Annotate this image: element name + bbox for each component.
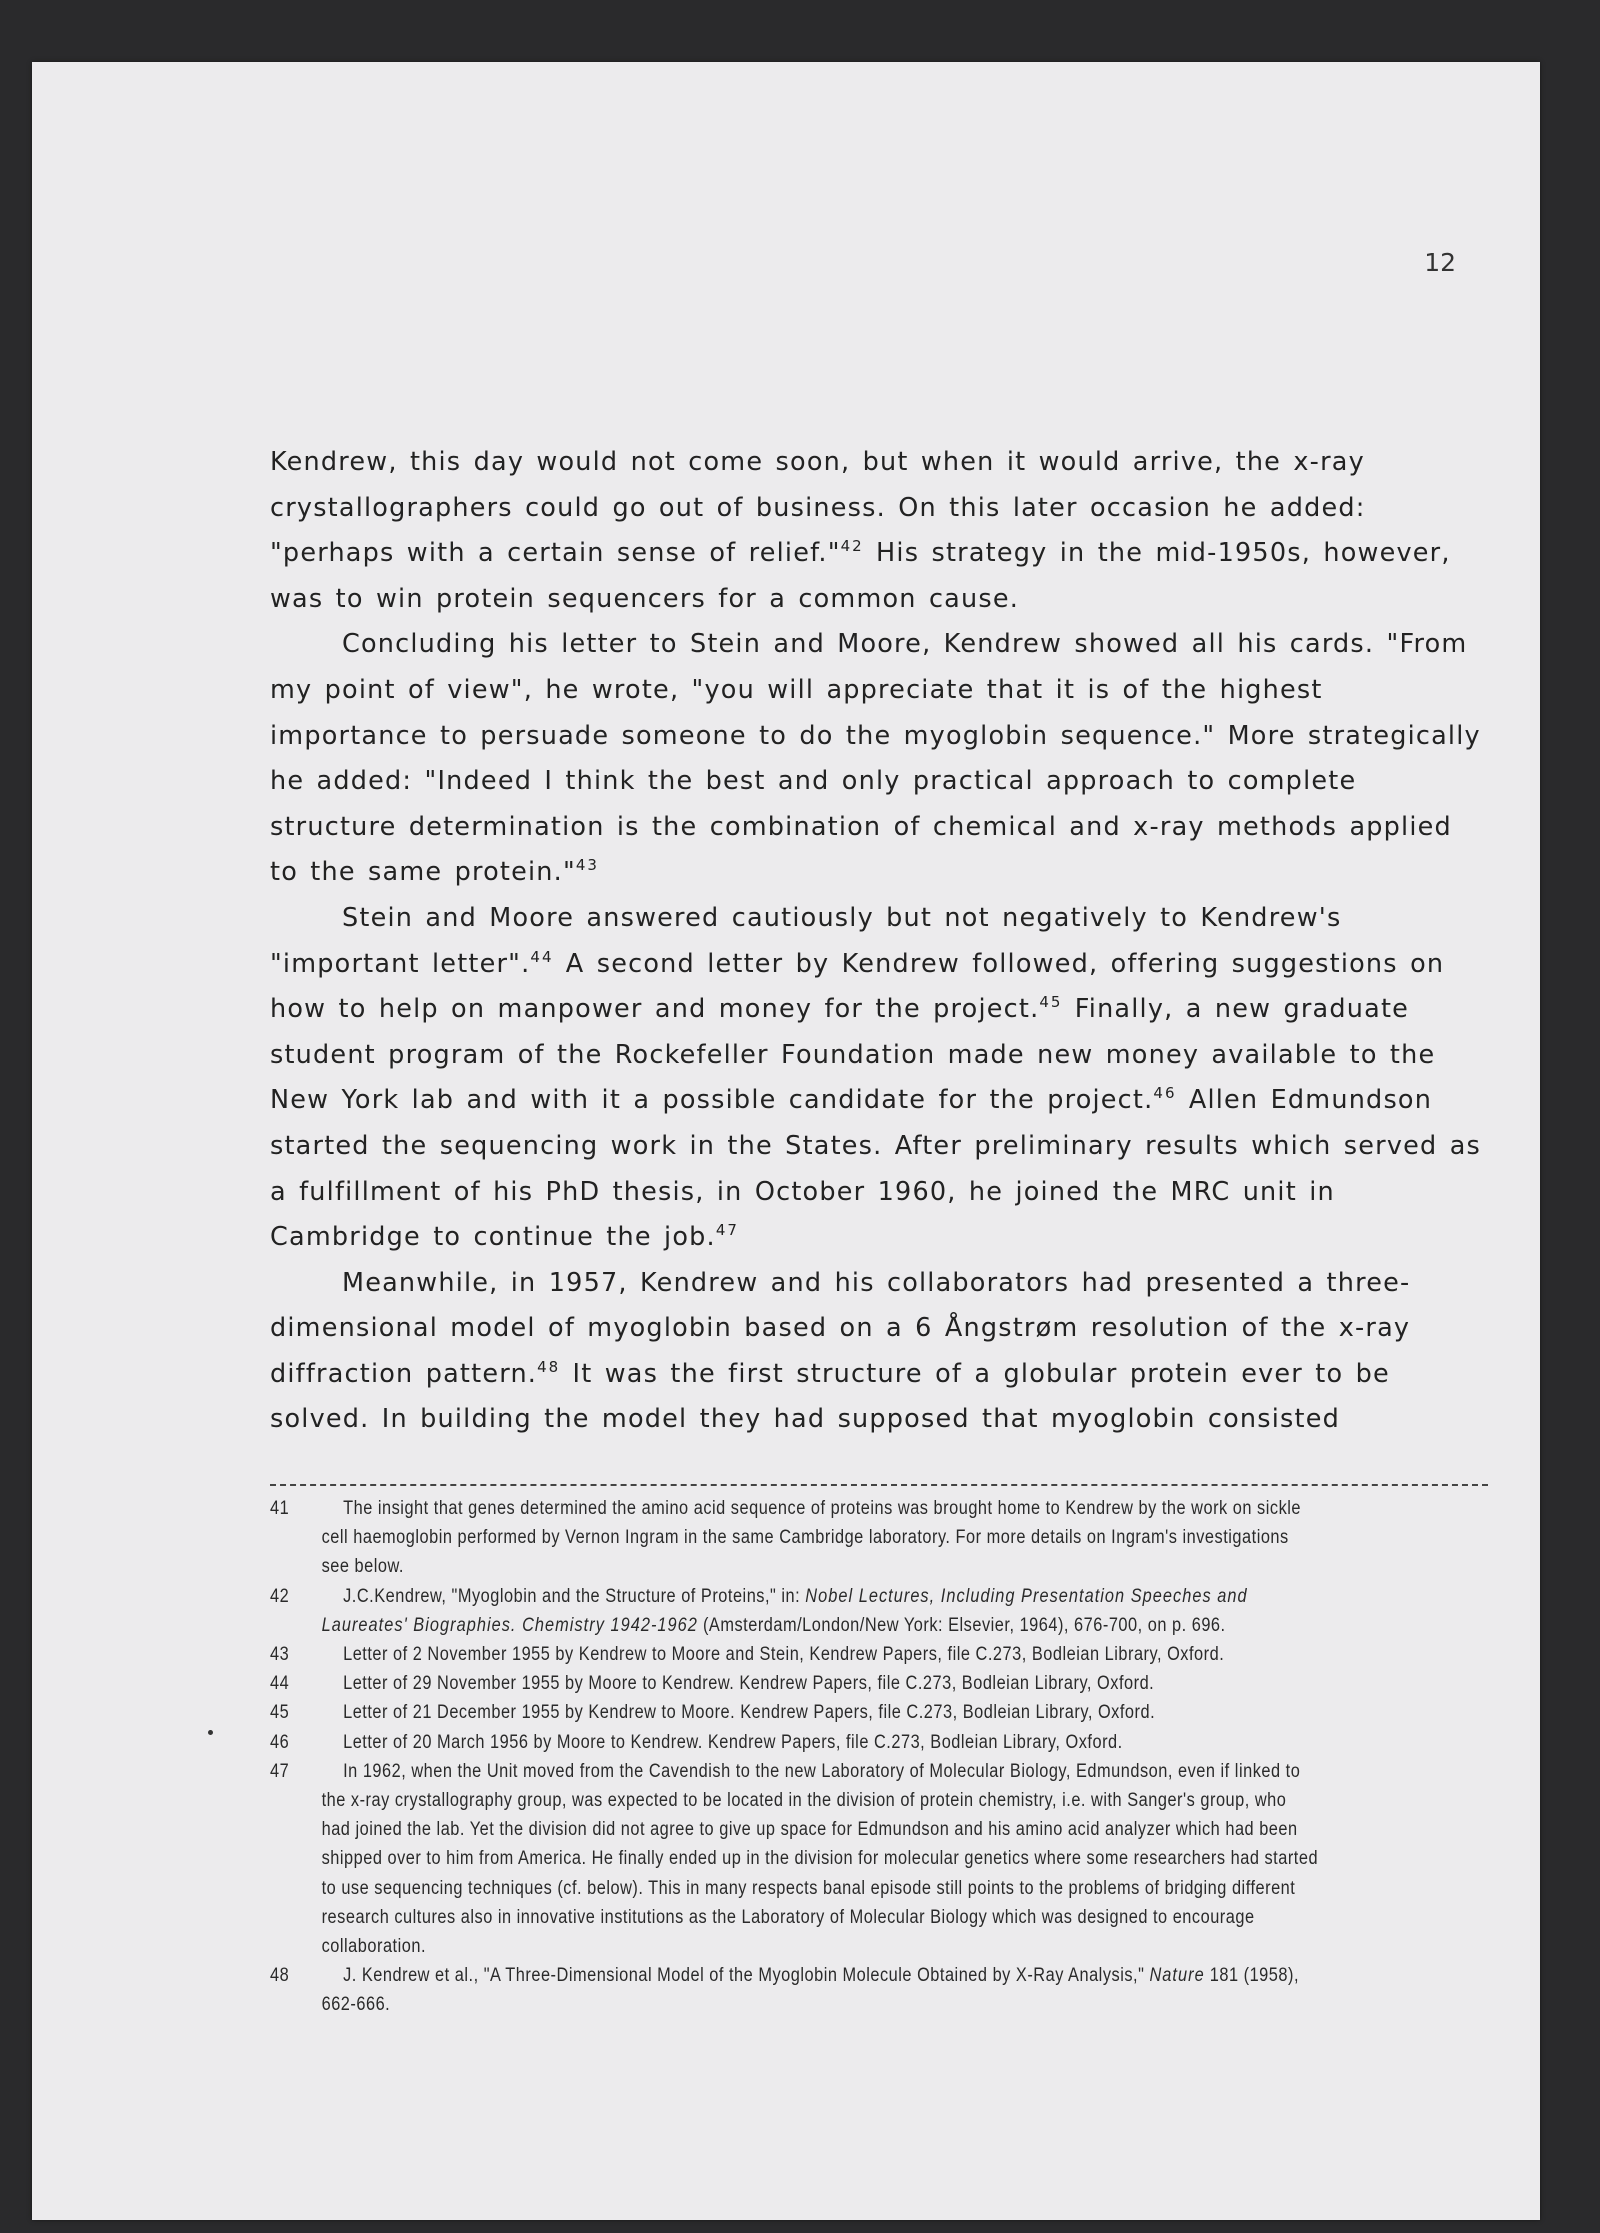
footnote-number: 46 xyxy=(270,1731,290,1753)
footnote-ref: 46 xyxy=(1153,1084,1177,1103)
footnote-text xyxy=(322,1669,1320,1698)
body-text xyxy=(270,440,1490,1443)
text-run: It was the first structure of a globular protein ever to be solved. In building the model they had supposed that myoglobin consisted xyxy=(270,1358,1390,1435)
footnotes xyxy=(270,1494,1319,2020)
footnote-ref: 45 xyxy=(1039,993,1063,1012)
footnote-text xyxy=(322,1698,1320,1727)
footnote-ref: 44 xyxy=(530,947,554,966)
footnote-number: 47 xyxy=(270,1760,290,1782)
text-run: Letter of 29 November 1955 by Moore to Kendrew. Kendrew Papers, file C.273, Bodleian Library, Oxford. xyxy=(343,1673,1155,1695)
footnote xyxy=(270,1669,1319,1698)
body-paragraph xyxy=(270,896,1490,1261)
footnote xyxy=(270,1582,1319,1640)
text-run: Meanwhile, in 1957, Kendrew and his collaborators had presented a three-dimensional model of myoglobin based on a 6 Ångstrøm resolution of the x-ray diffraction pattern. xyxy=(270,1267,1411,1389)
footnote xyxy=(270,1494,1319,1582)
text-run: Finally, a new graduate student program of the Rockefeller Foundation made new money available to the New York lab and with it a possible candidate for the project. xyxy=(270,994,1436,1116)
text-run: Stein and Moore answered cautiously but not negatively to Kendrew's "important letter". xyxy=(270,902,1342,979)
text-run: J.C.Kendrew, "Myoglobin and the Structure of Proteins," in: xyxy=(343,1585,806,1607)
footnote-number: 44 xyxy=(270,1673,290,1695)
footnote-number: 45 xyxy=(270,1702,290,1724)
footnote-number: 42 xyxy=(270,1585,290,1607)
text-run: The insight that genes determined the amino acid sequence of proteins was brought home to Kendrew by the work on sickle cell haemoglobin performed by Vernon Ingram in the same Cambridge laboratory. For more details on Ingram's investigations see below. xyxy=(321,1498,1302,1578)
text-run: J. Kendrew et al., "A Three-Dimensional Model of the Myoglobin Molecule Obtained by X-Ray Analysis," xyxy=(343,1965,1150,1987)
footnote-text xyxy=(322,1961,1320,2019)
footnote-separator xyxy=(270,1484,1488,1486)
footnote-number: 48 xyxy=(270,1965,290,1987)
footnote-text xyxy=(322,1640,1320,1669)
text-run: 181 (1958), 662-666. xyxy=(321,1965,1300,2016)
text-run: A second letter by Kendrew followed, offering suggestions on how to help on manpower and money for the project. xyxy=(270,948,1445,1025)
footnote-ref: 43 xyxy=(575,856,599,875)
footnote-text xyxy=(322,1494,1320,1582)
footnote xyxy=(270,1961,1319,2019)
footnote-number: 43 xyxy=(270,1644,290,1666)
text-run: In 1962, when the Unit moved from the Cavendish to the new Laboratory of Molecular Biology, Edmundson, even if linked to the x-ray crystallography group, was expected to be located in the division of protein chemistry, i.e. with Sanger's group, who had joined the lab. Yet the division did not agree to give up space for Edmundson and his amino acid analyzer which had been shipped over to him from America. He finally ended up in the division for molecular genetics where some researchers had started to use sequencing techniques (cf. below). This in many respects banal episode still points to the problems of bridging different research cultures also in innovative institutions as the Laboratory of Molecular Biology which was designed to encourage collaboration. xyxy=(321,1760,1319,1958)
document-page xyxy=(32,62,1540,2220)
italic-title: Nobel Lectures, Including Presentation Speeches and Laureates' Biographies. Chemistry 1942-1962 xyxy=(321,1585,1248,1636)
paper-speck xyxy=(208,1730,213,1735)
footnote xyxy=(270,1728,1319,1757)
footnote-ref: 48 xyxy=(537,1357,561,1376)
body-paragraph xyxy=(270,622,1490,896)
text-run: Concluding his letter to Stein and Moore, Kendrew showed all his cards. "From my point of view", he wrote, "you will appreciate that it is of the highest importance to persuade someone to do the myoglobin sequence." More strategically he added: "Indeed I think the best and only practical approach to complete structure determination is the combination of chemical and x-ray methods applied to the same protein." xyxy=(270,629,1481,888)
page-number: 12 xyxy=(1424,248,1456,277)
text-run: (Amsterdam/London/New York: Elsevier, 1964), 676-700, on p. 696. xyxy=(697,1614,1226,1636)
footnote xyxy=(270,1640,1319,1669)
footnote-text xyxy=(322,1728,1320,1757)
text-run: Allen Edmundson started the sequencing work in the States. After preliminary results which served as a fulfillment of his PhD thesis, in October 1960, he joined the MRC unit in Cambridge to continue the job. xyxy=(270,1085,1482,1253)
footnote-ref: 42 xyxy=(840,537,864,556)
text-run: Letter of 21 December 1955 by Kendrew to Moore. Kendrew Papers, file C.273, Bodleian Library, Oxford. xyxy=(343,1702,1156,1724)
italic-title: Nature xyxy=(1149,1965,1205,1987)
text-run: His strategy in the mid-1950s, however, was to win protein sequencers for a common cause. xyxy=(270,538,1451,614)
footnote-text xyxy=(322,1757,1320,1961)
body-paragraph xyxy=(270,440,1490,622)
footnote-text xyxy=(322,1582,1320,1640)
body-paragraph xyxy=(270,1261,1490,1443)
footnote xyxy=(270,1757,1319,1961)
text-run: Letter of 20 March 1956 by Moore to Kendrew. Kendrew Papers, file C.273, Bodleian Library, Oxford. xyxy=(343,1731,1123,1753)
footnote-ref: 47 xyxy=(715,1221,739,1240)
text-run: Letter of 2 November 1955 by Kendrew to Moore and Stein, Kendrew Papers, file C.273, Bodleian Library, Oxford. xyxy=(343,1644,1225,1666)
footnote xyxy=(270,1698,1319,1727)
text-run: Kendrew, this day would not come soon, but when it would arrive, the x-ray crystallographers could go out of business. On this later occasion he added: "perhaps with a certain sense of relief." xyxy=(270,447,1366,569)
footnote-number: 41 xyxy=(270,1498,290,1519)
